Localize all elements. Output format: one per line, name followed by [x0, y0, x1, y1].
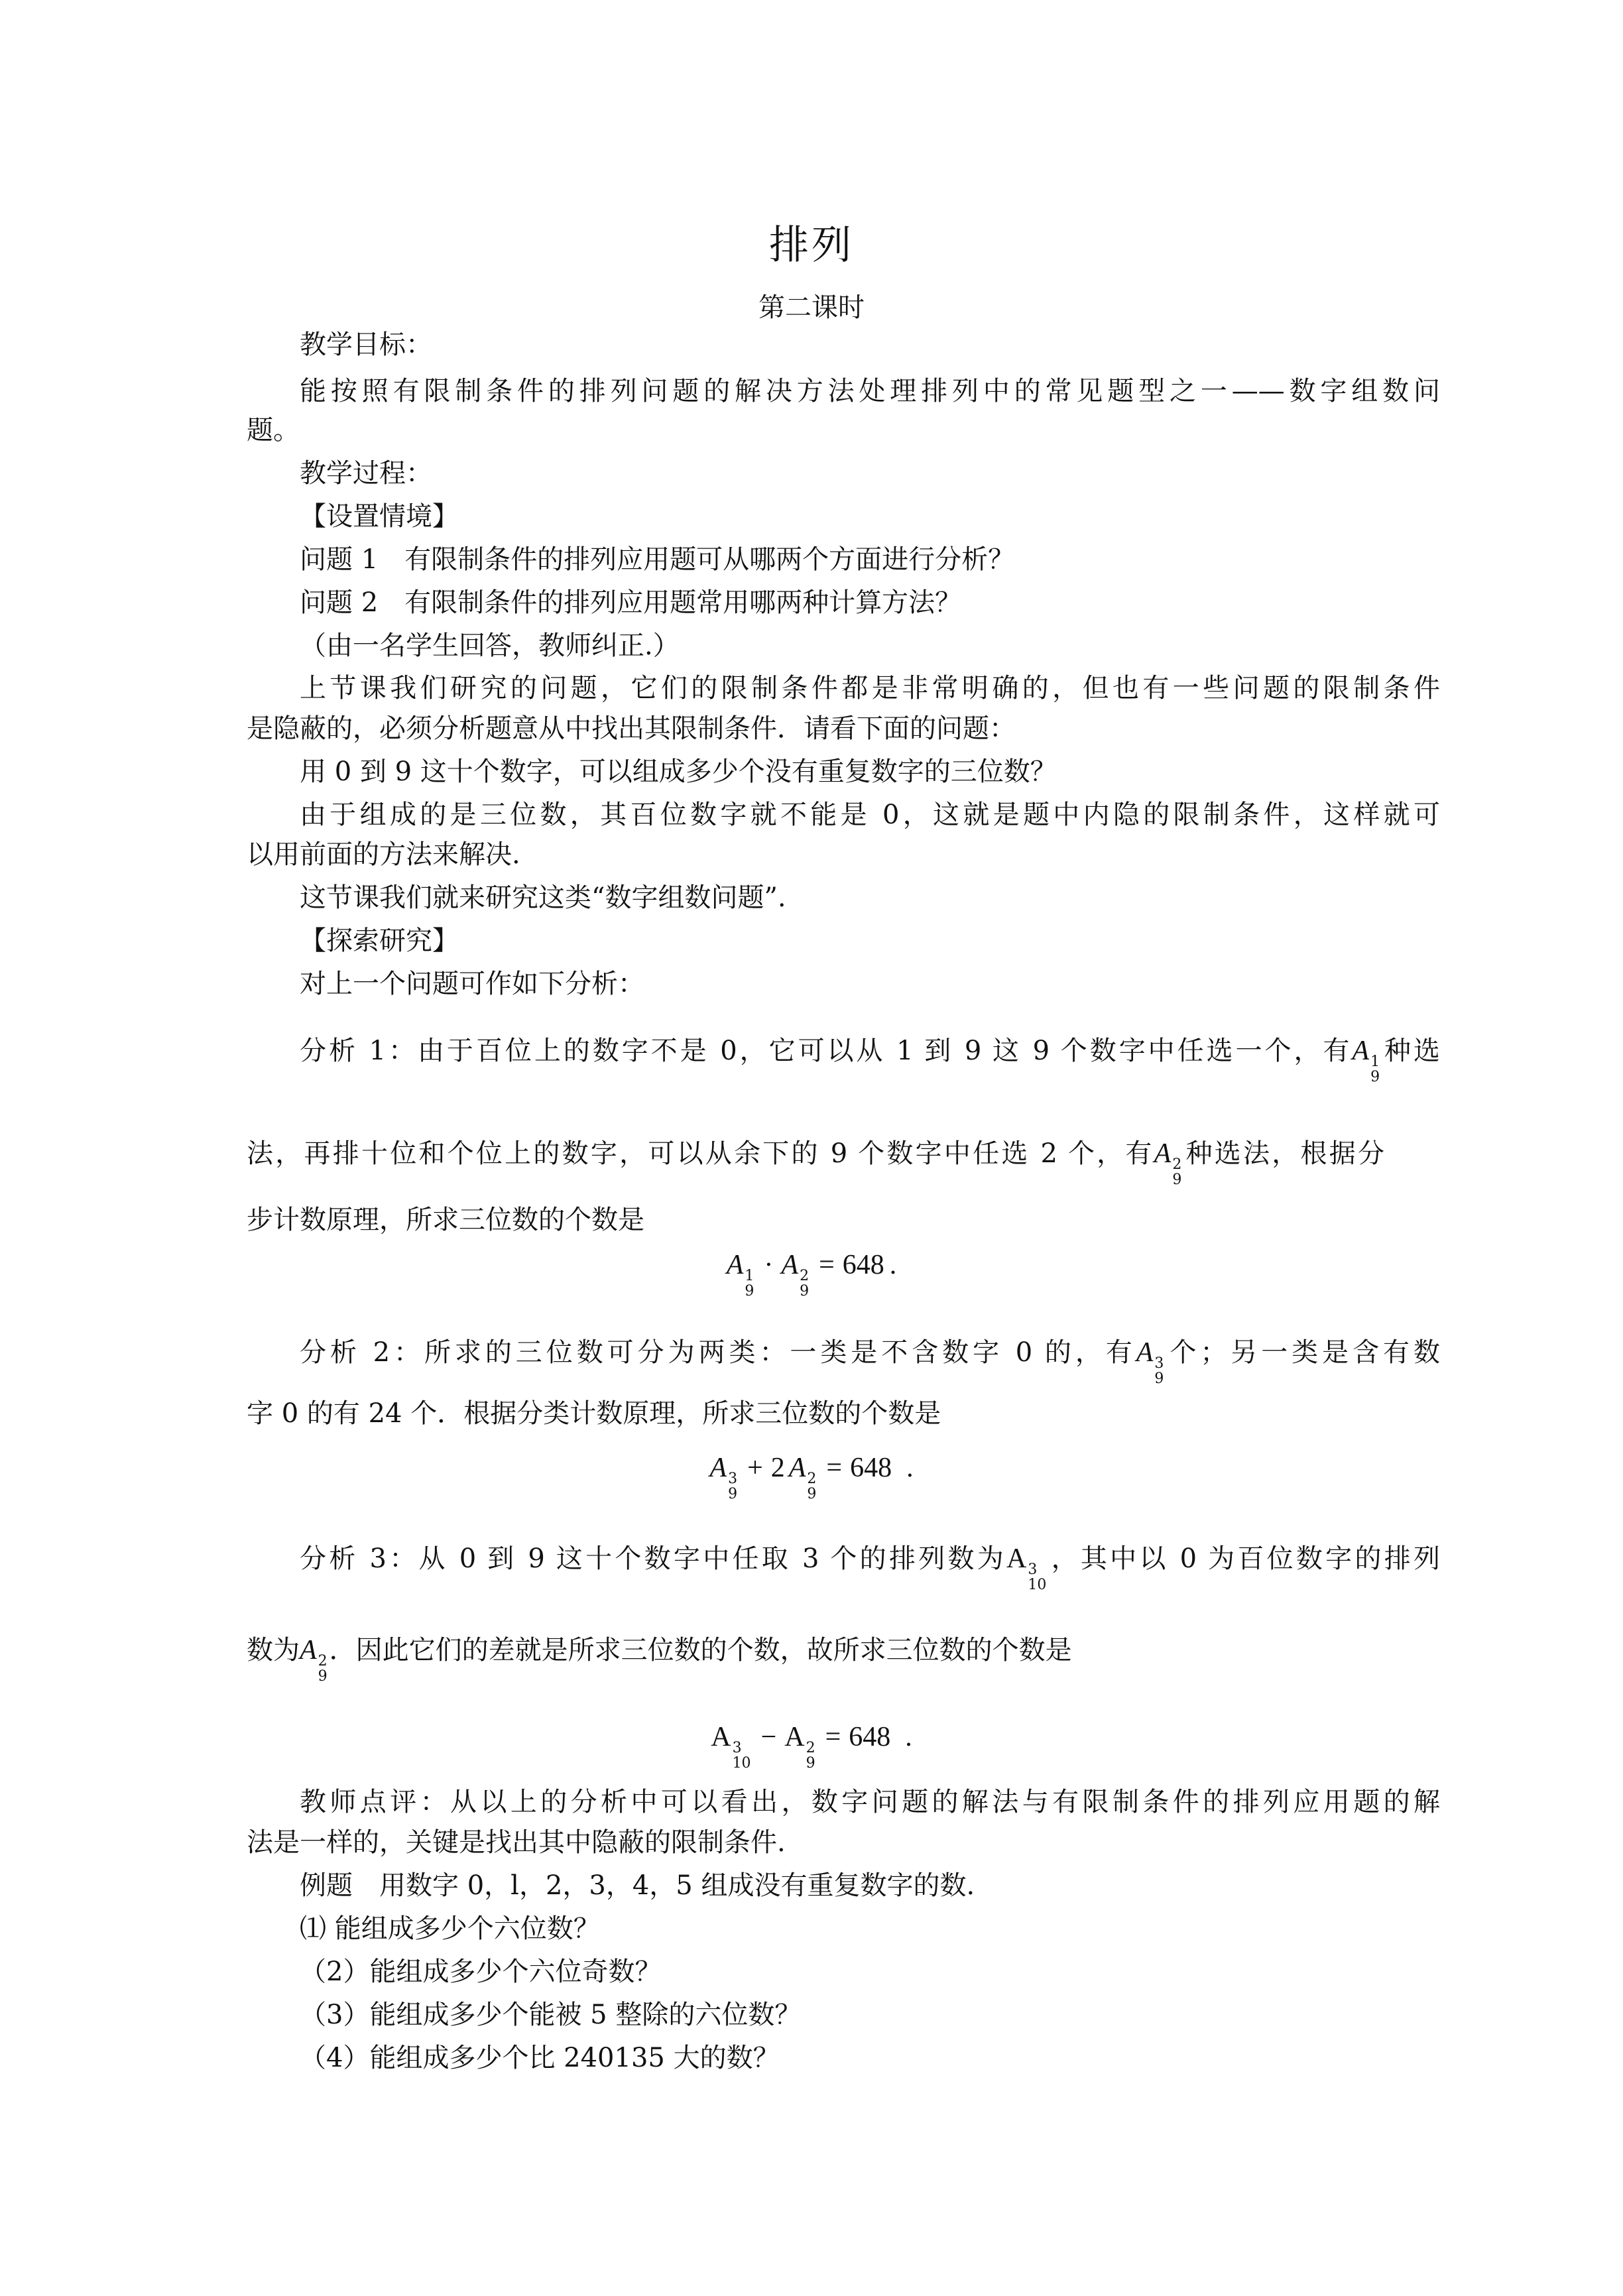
- paragraph-line: 字 0 的有 24 个．根据分类计数原理，所求三位数的个数是: [247, 1398, 941, 1429]
- math-scripts: [1172, 1157, 1181, 1187]
- math-punct: .: [889, 1250, 897, 1280]
- math-sup: 2: [800, 1267, 810, 1284]
- math-symbol: A: [300, 1635, 317, 1665]
- math-sup: 3: [728, 1470, 738, 1487]
- math-sup: 3: [732, 1739, 742, 1756]
- page-subtitle: 第二课时: [758, 292, 865, 323]
- paragraph-line: 以用前面的方法来解决.: [247, 839, 520, 870]
- text-run: 分析 1：由于百位上的数字不是 0，它可以从 1 到 9 这 9 个数字中任选一个，有: [300, 1036, 1352, 1066]
- math-operator: ·: [764, 1250, 774, 1280]
- question-2: 问题 2 有限制条件的排列应用题常用哪两种计算方法？: [300, 587, 962, 618]
- math-scripts: [318, 1654, 328, 1684]
- math-operator: =: [826, 1453, 843, 1483]
- math-sub: 9: [1172, 1171, 1182, 1188]
- math-sup: 1: [745, 1267, 754, 1284]
- paragraph-line: 教师点评：从以上的分析中可以看出，数字问题的解法与有限制条件的排列应用题的解: [300, 1787, 1440, 1817]
- math-inline: [1136, 1337, 1166, 1387]
- math-sub: 9: [1370, 1068, 1380, 1085]
- math-scripts: [807, 1471, 816, 1502]
- math-sup: 1: [1370, 1053, 1380, 1070]
- math-inline: [1154, 1138, 1184, 1188]
- section-heading-explore: 【探索研究】: [300, 926, 459, 956]
- math-sup: 2: [807, 1470, 817, 1487]
- analysis-3-line: [300, 1542, 1440, 1593]
- math-sup: 2: [1172, 1156, 1182, 1173]
- math-punct: .: [906, 1453, 914, 1483]
- math-symbol: A: [1006, 1543, 1027, 1574]
- example-question-3: （3）能组成多少个能被 5 整除的六位数？: [300, 2000, 802, 2030]
- text-run: ．因此它们的差就是所求三位数的个数，故所求三位数的个数是: [329, 1635, 1072, 1665]
- math-symbol: A: [709, 1453, 727, 1483]
- math-symbol: A: [784, 1722, 805, 1752]
- section-heading-process: 教学过程：: [300, 458, 432, 489]
- text-run: 个；另一类是含有数: [1166, 1337, 1441, 1368]
- math-scripts: [800, 1268, 809, 1299]
- math-inline: [300, 1635, 330, 1685]
- math-operator: −: [760, 1722, 777, 1752]
- text-run: 分析 2：所求的三位数可分为两类：一类是不含数字 0 的，有: [300, 1337, 1136, 1368]
- math-symbol: A: [781, 1250, 799, 1280]
- paragraph-line: 是隐蔽的，必须分析题意从中找出其限制条件．请看下面的问题：: [247, 713, 1016, 744]
- analysis-2-line: [300, 1336, 1440, 1386]
- math-sub: 9: [1154, 1370, 1164, 1387]
- text-run: 法，再排十位和个位上的数字，可以从余下的 9 个数字中任选 2 个，有: [247, 1138, 1154, 1169]
- math-number: 648: [842, 1250, 884, 1280]
- math-inline: [1352, 1036, 1382, 1085]
- equation-2: [0, 1452, 1623, 1502]
- page-title: 排列: [769, 222, 854, 269]
- math-operator: =: [825, 1722, 841, 1752]
- analysis-3-line: [247, 1634, 1072, 1684]
- text-run: 种选法，根据分: [1183, 1138, 1385, 1169]
- paragraph-line: 上节课我们研究的问题，它们的限制条件都是非常明确的，但也有一些问题的限制条件: [300, 673, 1440, 703]
- math-scripts: [1028, 1562, 1046, 1593]
- section-heading-goals: 教学目标：: [300, 330, 432, 360]
- example-question-1: ⑴ 能组成多少个六位数？: [300, 1913, 600, 1944]
- text-run: 数为: [247, 1635, 300, 1665]
- math-sup: 2: [806, 1739, 815, 1756]
- example-heading: 例题 用数字 0，l，2，3，4，5 组成没有重复数字的数.: [300, 1870, 975, 1901]
- paragraph-line: 法是一样的，关键是找出其中隐蔽的限制条件.: [247, 1827, 786, 1858]
- analysis-1-line: [300, 1034, 1440, 1085]
- math-inline: [1006, 1543, 1048, 1593]
- math-symbol: A: [726, 1250, 744, 1280]
- paragraph-line: 步计数原理，所求三位数的个数是: [247, 1205, 644, 1235]
- math-punct: .: [905, 1722, 912, 1752]
- math-sub: 9: [745, 1282, 754, 1299]
- paragraph-line: 对上一个问题可作如下分析：: [300, 969, 644, 999]
- math-sub: 10: [1028, 1576, 1047, 1593]
- math-sup: 3: [1154, 1355, 1164, 1372]
- math-symbol: A: [1136, 1337, 1154, 1368]
- math-sub: 9: [807, 1485, 817, 1502]
- example-question-4: （4）能组成多少个比 240135 大的数？: [300, 2043, 780, 2073]
- math-scripts: [806, 1740, 815, 1771]
- math-number: 648: [849, 1722, 891, 1752]
- text-run: 分析 3：从 0 到 9 这十个数字中任取 3 个的排列数为: [300, 1543, 1007, 1574]
- math-sub: 9: [318, 1667, 328, 1685]
- paragraph-line: 能按照有限制条件的排列问题的解决方法处理排列中的常见题型之一——数字组数问: [300, 376, 1440, 406]
- math-number: 648: [850, 1453, 892, 1483]
- paragraph-line: 题。: [247, 415, 300, 446]
- equation-3: [0, 1721, 1623, 1771]
- math-sub: 9: [806, 1754, 815, 1772]
- math-scripts: [1370, 1054, 1380, 1085]
- math-symbol: A: [1352, 1036, 1370, 1066]
- paragraph-line: 这节课我们就来研究这类“数字组数问题”.: [300, 882, 786, 913]
- text-run: 种选: [1382, 1036, 1441, 1066]
- text-run: ，其中以 0 为百位数字的排列: [1048, 1543, 1440, 1574]
- math-sup: 2: [318, 1652, 328, 1669]
- math-operator: =: [819, 1250, 835, 1280]
- section-heading-setting: 【设置情境】: [300, 501, 459, 532]
- math-symbol: A: [788, 1453, 806, 1483]
- math-symbol: A: [1154, 1138, 1172, 1169]
- example-question-2: （2）能组成多少个六位奇数？: [300, 1957, 662, 1987]
- math-scripts: [728, 1471, 737, 1502]
- math-sup: 3: [1028, 1561, 1038, 1578]
- math-scripts: [745, 1268, 754, 1299]
- paragraph-line: 用 0 到 9 这十个数字，可以组成多少个没有重复数字的三位数？: [300, 756, 1057, 787]
- math-scripts: [1154, 1356, 1164, 1386]
- analysis-1-line: [247, 1137, 1384, 1187]
- paragraph-line: 由于组成的是三位数，其百位数字就不能是 0，这就是题中内隐的限制条件，这样就可: [300, 800, 1440, 830]
- math-operator: +: [747, 1453, 763, 1483]
- question-1: 问题 1 有限制条件的排列应用题可从哪两个方面进行分析？: [300, 544, 1015, 575]
- math-symbol: A: [711, 1722, 731, 1752]
- math-sub: 9: [800, 1282, 810, 1299]
- math-scripts: [733, 1740, 751, 1771]
- math-sub: 10: [732, 1754, 751, 1772]
- math-sub: 9: [728, 1485, 738, 1502]
- equation-1: [0, 1249, 1623, 1299]
- math-number: 2: [770, 1453, 785, 1483]
- paragraph-line: （由一名学生回答，教师纠正.）: [300, 631, 680, 661]
